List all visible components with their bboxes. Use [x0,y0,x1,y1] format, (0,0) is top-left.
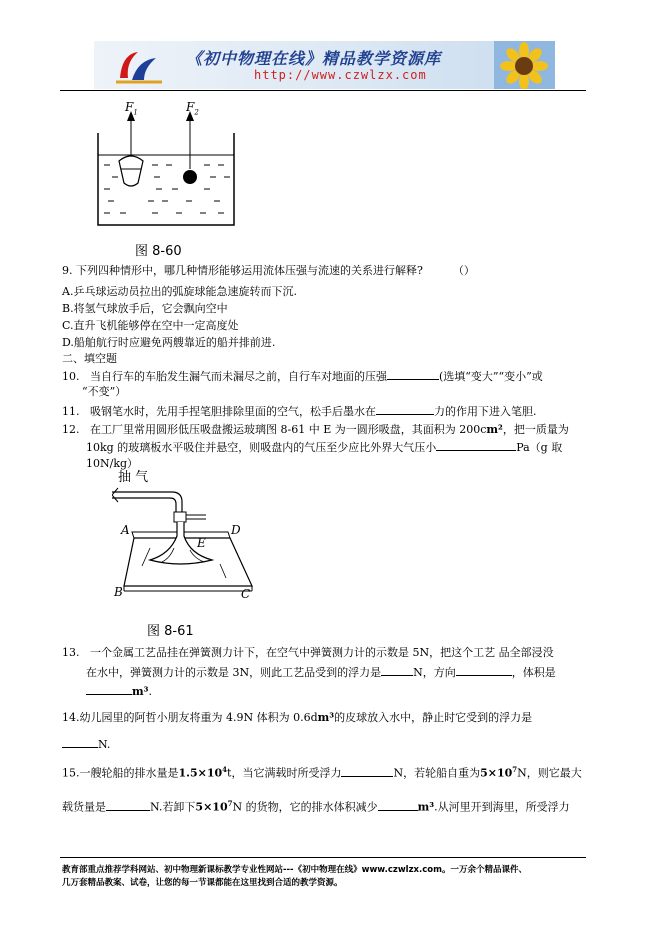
footer-rule [60,857,586,858]
label-b: B [114,585,123,599]
label-f2: $F_2$ [186,100,199,117]
q13-blank-force[interactable] [381,664,413,676]
label-f1: $F_1$ [125,100,138,117]
q12-line1: 12. 在工厂里常用圆形低压吸盘搬运玻璃图 8-61 中 E 为一圆形吸盘，其面积为 200cm²，把一质量为 [62,423,569,436]
q11-blank[interactable] [376,403,434,415]
q13-line1: 13. 一个金属工艺品挂在弹簧测力计下，在空气中弹簧测力计的示数是 5N，把这个工艺 品全部浸没 [62,646,554,659]
q13-line3: m³. [86,683,152,699]
header-title: 《初中物理在线》精品教学资源库 [186,49,442,68]
q15-blank-buoyancy[interactable] [341,765,393,777]
header-banner [94,41,555,89]
figure-8-61 [112,474,262,606]
q9-option-a: A.乒乓球运动员拉出的弧旋球能急速旋转而下沉. [62,285,297,298]
q15-blank-cargo[interactable] [106,799,150,811]
q14-line2: N. [62,736,110,752]
q15-line1: 15.一艘轮船的排水量是$1.5\times 10^4t$，当它满载时所受浮力 N，若轮船自重为$5\times 10^7N$，则它最大 [62,765,582,780]
figure-8-60-caption: 图 8-60 [135,244,182,259]
q9-stem: 9. 下列四种情形中，哪几种情形能够运用流体压强与流速的关系进行解释? （） [62,264,475,277]
q10-blank[interactable] [387,368,439,380]
q15-blank-volume[interactable] [378,799,418,811]
header-url[interactable]: http://www.czwlzx.com [254,68,427,82]
q9-option-d: D.船舶航行时应避免两艘靠近的船并排前进. [62,336,276,349]
sunflower-icon [494,41,555,89]
site-logo-icon [112,46,166,86]
label-a: A [121,523,130,537]
figure-8-61-caption: 图 8-61 [147,624,194,639]
q12-line2: 10kg 的玻璃板水平吸住并悬空，则吸盘内的气压至少应比外界大气压小 Pa（g 取 [86,441,563,454]
label-e: E [197,536,206,550]
q9-option-c: C.直升飞机能够停在空中一定高度处 [62,319,239,332]
q10-line1: 10. 当自行车的车胎发生漏气而未漏尽之前，自行车对地面的压强 (选填“变大”“变小”或 [62,370,543,383]
q10-line2: “不变”） [82,385,127,398]
label-d: D [231,523,241,537]
label-c: C [241,587,251,601]
q12-blank[interactable] [436,439,516,451]
q12-line3: 10N/kg） [86,457,139,470]
q14-line1: 14.幼儿园里的阿哲小朋友将重为 4.9N 体积为 0.6dm³的皮球放入水中，静止时它受到的浮力是 [62,711,533,724]
footer-line2: 几万套精品教案、试卷，让您的每一节课都能在这里找到合适的教学资源。 [62,878,343,888]
footer-line1: 教育部重点推荐学科网站、初中物理新课标教学专业性网站---《初中物理在线》www.czwlzx.com。一万余个精品课件、 [62,865,527,875]
figure-8-60 [92,97,242,247]
header-rule [60,90,586,91]
q13-line2: 在水中，弹簧测力计的示数是 3N，则此工艺品受到的浮力是 N，方向 ，体积是 [86,666,556,679]
q9-option-b: B.将氢气球放手后，它会飘向空中 [62,302,228,315]
q14-blank[interactable] [62,736,98,748]
q13-blank-direction[interactable] [456,664,512,676]
q13-blank-volume[interactable] [86,683,132,695]
q15-line2: 载货量是 N.若卸下$5\times 10^7N$ 的货物，它的排水体积减少 m³.从河里开到海里，所受浮力 [62,799,570,814]
section-heading: 二、填空题 [62,352,117,365]
label-pump: 抽 气 [118,470,149,485]
q11-line: 11. 吸钢笔水时，先用手捏笔胆排除里面的空气，松手后墨水在 力的作用下进入笔胆. [62,405,537,418]
